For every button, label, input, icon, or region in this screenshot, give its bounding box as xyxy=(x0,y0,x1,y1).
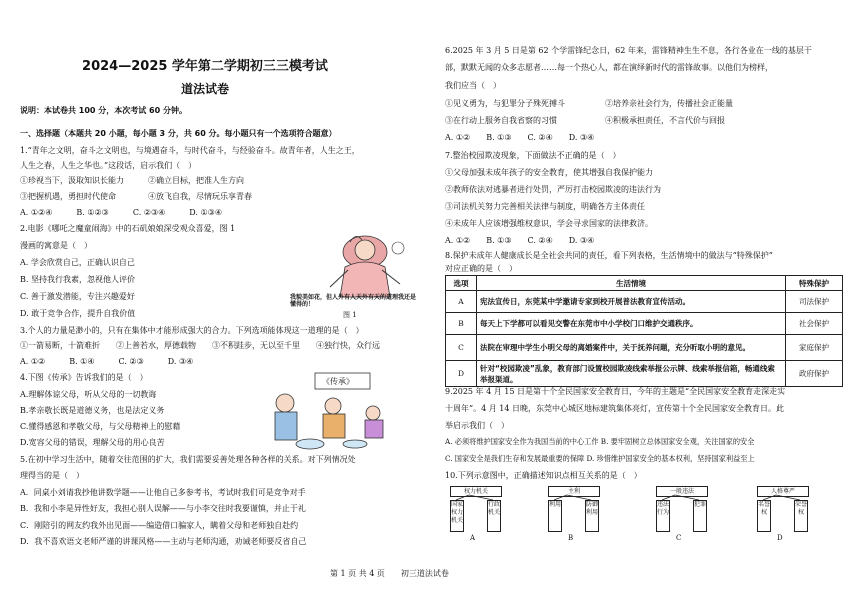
q6-line: 部，默默无闻的众多志愿者……每一个热心人，都在演绎新时代的雷锋故事。以他们为榜样， xyxy=(445,63,773,72)
q7-answers: A. ①② B. ①③ C. ②④ D. ③④ xyxy=(445,236,595,245)
q7-option: ①父母加强未成年孩子的安全教育，使其增强自我保护能力 xyxy=(445,168,653,177)
q4-option: D.宽容父母的错误，理解父母的用心良苦 xyxy=(20,438,165,447)
figure-2-title: 《传承》 xyxy=(322,377,354,386)
q4-option: C.懂得感恩和孝敬父母，与父母精神上的慰藉 xyxy=(20,422,181,431)
q5-option: A．同桌小刘请我抄他讲数学题——让他自己多参考书，考试时我们可是竞争对手 xyxy=(20,488,306,497)
table-cell-option: A xyxy=(446,291,477,313)
table-row xyxy=(446,335,843,361)
section-heading: 一、选择题（本题共 20 小题，每小题 3 分，共 60 分。每小题只有一个选项符合题意） xyxy=(20,129,337,138)
q2-line: 漫画的寓意是（ ） xyxy=(20,241,92,250)
q6-option: ③在行动上服务自我省察的习惯 ④积极承担责任，不言代价与回报 xyxy=(445,116,725,125)
q5-option: B．我和小李是异性好友，我担心别人误解——与小李交往时我要谨慎，并止于礼 xyxy=(20,504,306,513)
q9-line: 9.2025 年 4 月 15 日是第十个全民国家安全教育日，今年的主题是“全民国家安全教育走深走实 xyxy=(445,387,786,396)
diagram-left-box: 违法行为 xyxy=(656,500,670,532)
table-cell-text: 宪法宣传日，东莞某中学邀请专家到校开展普法教育宣传活动。 xyxy=(477,291,786,313)
table-header: 生活情境 xyxy=(477,276,786,291)
table-cell-protection: 家庭保护 xyxy=(786,335,843,361)
diagram-connectors xyxy=(445,480,845,535)
q2-option: A. 学会欣赏自己，正确认识自己 xyxy=(20,258,135,267)
q7-option: ④未成年人应该增强维权意识，学会寻求国家的法律救济。 xyxy=(445,219,653,228)
diagram-label: C xyxy=(676,534,682,542)
q1-option: ①珍视当下，汲取知识长能力 ②确立目标，把准人生方向 xyxy=(20,176,244,185)
table-cell-text: 每天上下学都可以看见交警在东莞市中小学校门口维护交通秩序。 xyxy=(477,313,786,335)
table-row xyxy=(446,361,843,387)
table-header: 特殊保护 xyxy=(786,276,843,291)
figure-1-label: 图 1 xyxy=(343,311,357,319)
diagram-top-box: 权力机关 xyxy=(450,486,502,497)
table-cell-protection: 政府保护 xyxy=(786,361,843,387)
table-row xyxy=(446,313,843,335)
q8-table xyxy=(445,275,843,387)
q1-option: ③把握机遇，勇担时代使命 ④放飞自我，尽情玩乐享青春 xyxy=(20,192,252,201)
diagram-right-box: 荣誉权 xyxy=(794,500,808,532)
q2-option: C. 善于激发潜能，专注兴趣爱好 xyxy=(20,292,135,301)
q7-option: ③司法机关努力完善相关法律与制度，明确各方主体责任 xyxy=(445,202,645,211)
q4-line: 4.下图《传承》告诉我们的是（ ） xyxy=(20,373,148,382)
table-header-row xyxy=(446,276,843,291)
q9-line: 举启示我们（ ） xyxy=(445,421,509,430)
diagram-right-box: 行政机关 xyxy=(487,500,501,532)
q4-option: B.孝亲敬长既是道德义务，也是法定义务 xyxy=(20,406,165,415)
table-cell-protection: 社会保护 xyxy=(786,313,843,335)
q2-line: 2.电影《哪吒之魔童闹海》中的石矶娘娘深受观众喜爱，图 1 xyxy=(20,224,236,233)
diagram-label: B xyxy=(568,534,574,542)
diagram-label: A xyxy=(470,534,476,542)
q3-answers: A. ①② B. ①④ C. ②③ D. ③④ xyxy=(20,357,194,366)
diagram-right-box: 犯罪 xyxy=(693,500,707,532)
exam-note: 说明：本试卷共 100 分，本次考试 60 分钟。 xyxy=(20,106,187,115)
diagram-right-box: 防御利用 xyxy=(585,500,599,532)
q5-option: D．我不喜欢语文老师严谨的讲课风格——主动与老师沟通，劝诫老师要反省自己 xyxy=(20,537,307,546)
q1-answers: A. ①②④ B. ①②③ C. ②③④ D. ①③④ xyxy=(20,208,223,217)
q9-line: 十周年”。4 月 14 日晚，东莞中心城区地标建筑集体亮灯，宣传第十个全民国家安全教育日。此 xyxy=(445,404,784,413)
q5-option: C．刚陪引的网友约我外出见面——编造借口骗家人，瞒着父母和老师独自赴约 xyxy=(20,521,299,530)
q6-option: ①见义勇为，与犯罪分子殊死搏斗 ②培养亲社会行为，传播社会正能量 xyxy=(445,99,733,108)
table-cell-protection: 司法保护 xyxy=(786,291,843,313)
q5-line: 理得当的是（ ） xyxy=(20,471,84,480)
q1-line: 人生之春，人生之华也。”这段话，启示我们（ ） xyxy=(20,161,197,170)
diagram-top-box: 人格尊严 xyxy=(757,486,809,497)
q3-line: 3.个人的力量是渺小的，只有在集体中才能形成强大的合力。下列选项能体现这一道理的是（ ） xyxy=(20,326,364,335)
q9-option: C. 国家安全是我们生存和发展最重要的保障 D. 珍惜维护国家安全的基本权利，坚持国家利益至上 xyxy=(445,454,755,463)
table-cell-option: D xyxy=(446,361,477,387)
table-cell-option: C xyxy=(446,335,477,361)
q6-line: 我们应当（ ） xyxy=(445,81,501,90)
exam-title: 2024—2025 学年第二学期初三三模考试 xyxy=(82,59,328,74)
q6-line: 6.2025 年 3 月 5 日是第 62 个学雷锋纪念日，62 年来，雷锋精神生生不息，各行各业在一线的基层干 xyxy=(445,46,812,55)
table-cell-text: 针对“校园欺凌”乱象，教育部门设置校园欺凌线索举报公示牌、线索举报信箱，畅通线索举报渠道。 xyxy=(477,361,786,387)
q3-options: ①一箭易断，十箭难折 ②上善若水，厚德载物 ③不积跬步，无以至千里 ④独行快，众行远 xyxy=(20,341,380,350)
q10-line: 10.下列示意图中，正确描述知识点相互关系的是（ ） xyxy=(445,471,642,480)
diagram-top-box: 主利 xyxy=(548,486,600,497)
q2-option: B. 坚持我行我素，忽视他人评价 xyxy=(20,275,135,284)
diagram-left-box: 名誉权 xyxy=(757,500,771,532)
q1-line: 1.“青年之文明，奋斗之文明也，与境遇奋斗，与时代奋斗，与经验奋斗。故青年者，人生之王， xyxy=(20,146,360,155)
diagram-top-box: 一般违法 xyxy=(656,486,708,497)
q4-option: A.理解体谅父母，听从父母的一切教诲 xyxy=(20,390,157,399)
exam-subtitle: 道法试卷 xyxy=(180,82,229,96)
q7-option: ②教师依法对逃暴者进行处罚，严厉打击校园欺凌的违法行为 xyxy=(445,185,661,194)
diagram-left-box: 利用 xyxy=(548,500,562,532)
table-cell-text: 法院在审理中学生小明父母的离婚案件中，关于抚养问题，充分听取小明的意见。 xyxy=(477,335,786,361)
q9-option: A. 必须将维护国家安全作为我国当前的中心工作 B. 要牢固树立总体国家安全观，关注国家的安全 xyxy=(445,437,755,446)
q6-answers: A. ①② B. ①③ C. ②④ D. ③④ xyxy=(445,133,595,142)
table-cell-option: B xyxy=(446,313,477,335)
q8-line: 8.保护未成年人健康成长是全社会共同的责任，看下列表格，生活情境中的做法与“特殊保护” xyxy=(445,251,773,260)
q8-line: 对应正确的是（ ） xyxy=(445,264,517,273)
q5-line: 5.在初中学习生活中，随着交往范围的扩大，我们需要妥善处理各种各样的关系。对下列情况处 xyxy=(20,455,356,464)
figure-1-caption: 我貌美如花，但人外有人天外有天的道理我还是懂得的！ xyxy=(290,294,417,308)
table-header: 选项 xyxy=(446,276,477,291)
page-footer: 第 1 页 共 4 页 初三道法试卷 xyxy=(330,569,449,578)
table-row xyxy=(446,291,843,313)
q7-line: 7.整治校园欺凌现象，下面做法不正确的是（ ） xyxy=(445,151,621,160)
q2-option: D. 敢于竞争合作，提升自我价值 xyxy=(20,309,136,318)
diagram-label: D xyxy=(777,534,783,542)
diagram-left-box: 国家权力机关 xyxy=(450,500,464,532)
